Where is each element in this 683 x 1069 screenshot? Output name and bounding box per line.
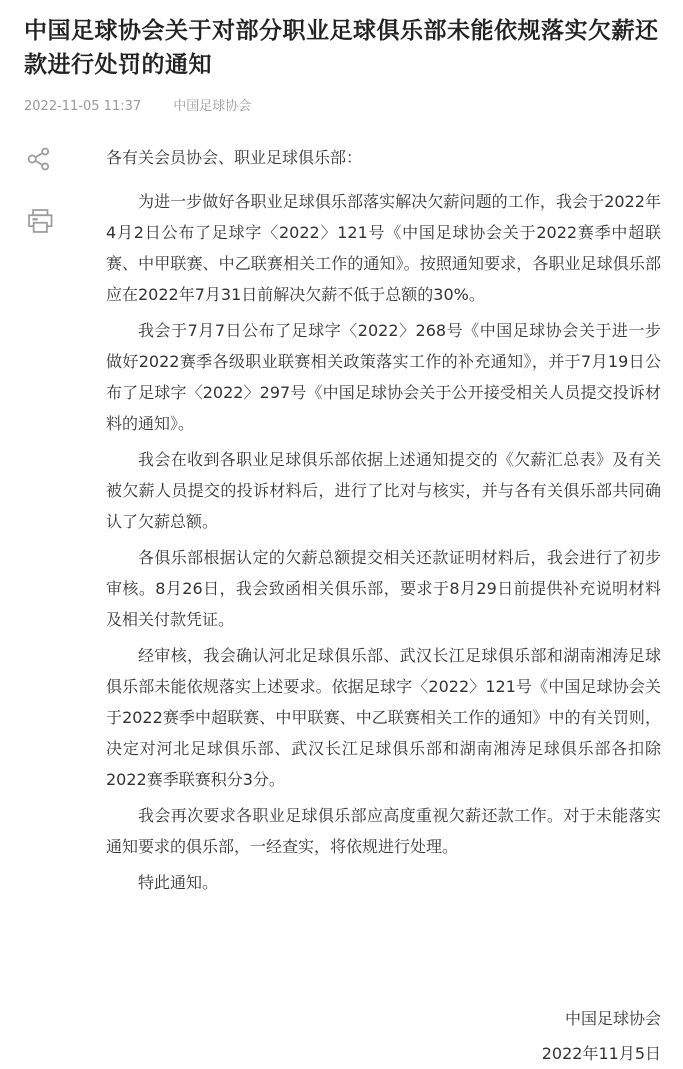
print-button[interactable] xyxy=(25,206,55,236)
signature-block xyxy=(106,1003,661,1069)
paragraph-4: 各俱乐部根据认定的欠薪总额提交相关还款证明材料后，我会进行了初步审核。8月26日，我会致函相关俱乐部，要求于8月29日前提供补充说明材料及相关付款凭证。 xyxy=(106,548,661,629)
paragraph-1: 为进一步做好各职业足球俱乐部落实解决欠薪问题的工作，我会于2022年4月2日公布了足球字〈2022〉121号《中国足球协会关于2022赛季中超联赛、中甲联赛、中乙联赛相关工作的通知》。按照通知要求，各职业足球俱乐部应在2022年7月31日前解决欠薪不低于总额的30%。 xyxy=(106,192,661,304)
publish-datetime: 2022-11-05 11:37 xyxy=(24,99,142,114)
paragraph-3: 我会在收到各职业足球俱乐部依据上述通知提交的《欠薪汇总表》及有关被欠薪人员提交的投诉材料后，进行了比对与核实，并与各有关俱乐部共同确认了欠薪总额。 xyxy=(106,450,661,531)
signature-org: 中国足球协会 xyxy=(564,1009,661,1028)
share-toolbar xyxy=(0,142,106,236)
paragraph-6: 我会再次要求各职业足球俱乐部应高度重视欠薪还款工作。对于未能落实通知要求的俱乐部，一经查实，将依规进行处理。 xyxy=(106,806,661,856)
paragraph-5: 经审核，我会确认河北足球俱乐部、武汉长江足球俱乐部和湖南湘涛足球俱乐部未能依规落实上述要求。依据足球字〈2022〉121号《中国足球协会关于2022赛季中超联赛、中甲联赛、中乙联赛相关工作的通知》中的有关罚则，决定对河北足球俱乐部、武汉长江足球俱乐部和湖南湘涛足球俱乐部各扣除2022赛季联赛积分3分。 xyxy=(106,646,661,789)
article-page xyxy=(0,14,683,1063)
article-content xyxy=(0,142,683,1069)
paragraph-2: 我会于7月7日公布了足球字〈2022〉268号《中国足球协会关于进一步做好2022赛季各级职业联赛相关政策落实工作的补充通知》，并于7月19日公布了足球字〈2022〉297号《中国足球协会关于公开接受相关人员提交投诉材料的通知》。 xyxy=(106,321,661,433)
article-body xyxy=(106,142,683,1069)
signature-date: 2022年11月5日 xyxy=(541,1044,661,1063)
share-icon xyxy=(25,145,53,173)
paragraph-7: 特此通知。 xyxy=(138,873,219,892)
salutation: 各有关会员协会、职业足球俱乐部： xyxy=(106,148,363,167)
page-title: 中国足球协会关于对部分职业足球俱乐部未能依规落实欠薪还款进行处罚的通知 xyxy=(24,18,659,78)
print-icon xyxy=(25,206,55,236)
share-button[interactable] xyxy=(25,144,55,174)
article-source: 中国足球协会 xyxy=(173,99,252,114)
article-meta xyxy=(24,95,659,114)
